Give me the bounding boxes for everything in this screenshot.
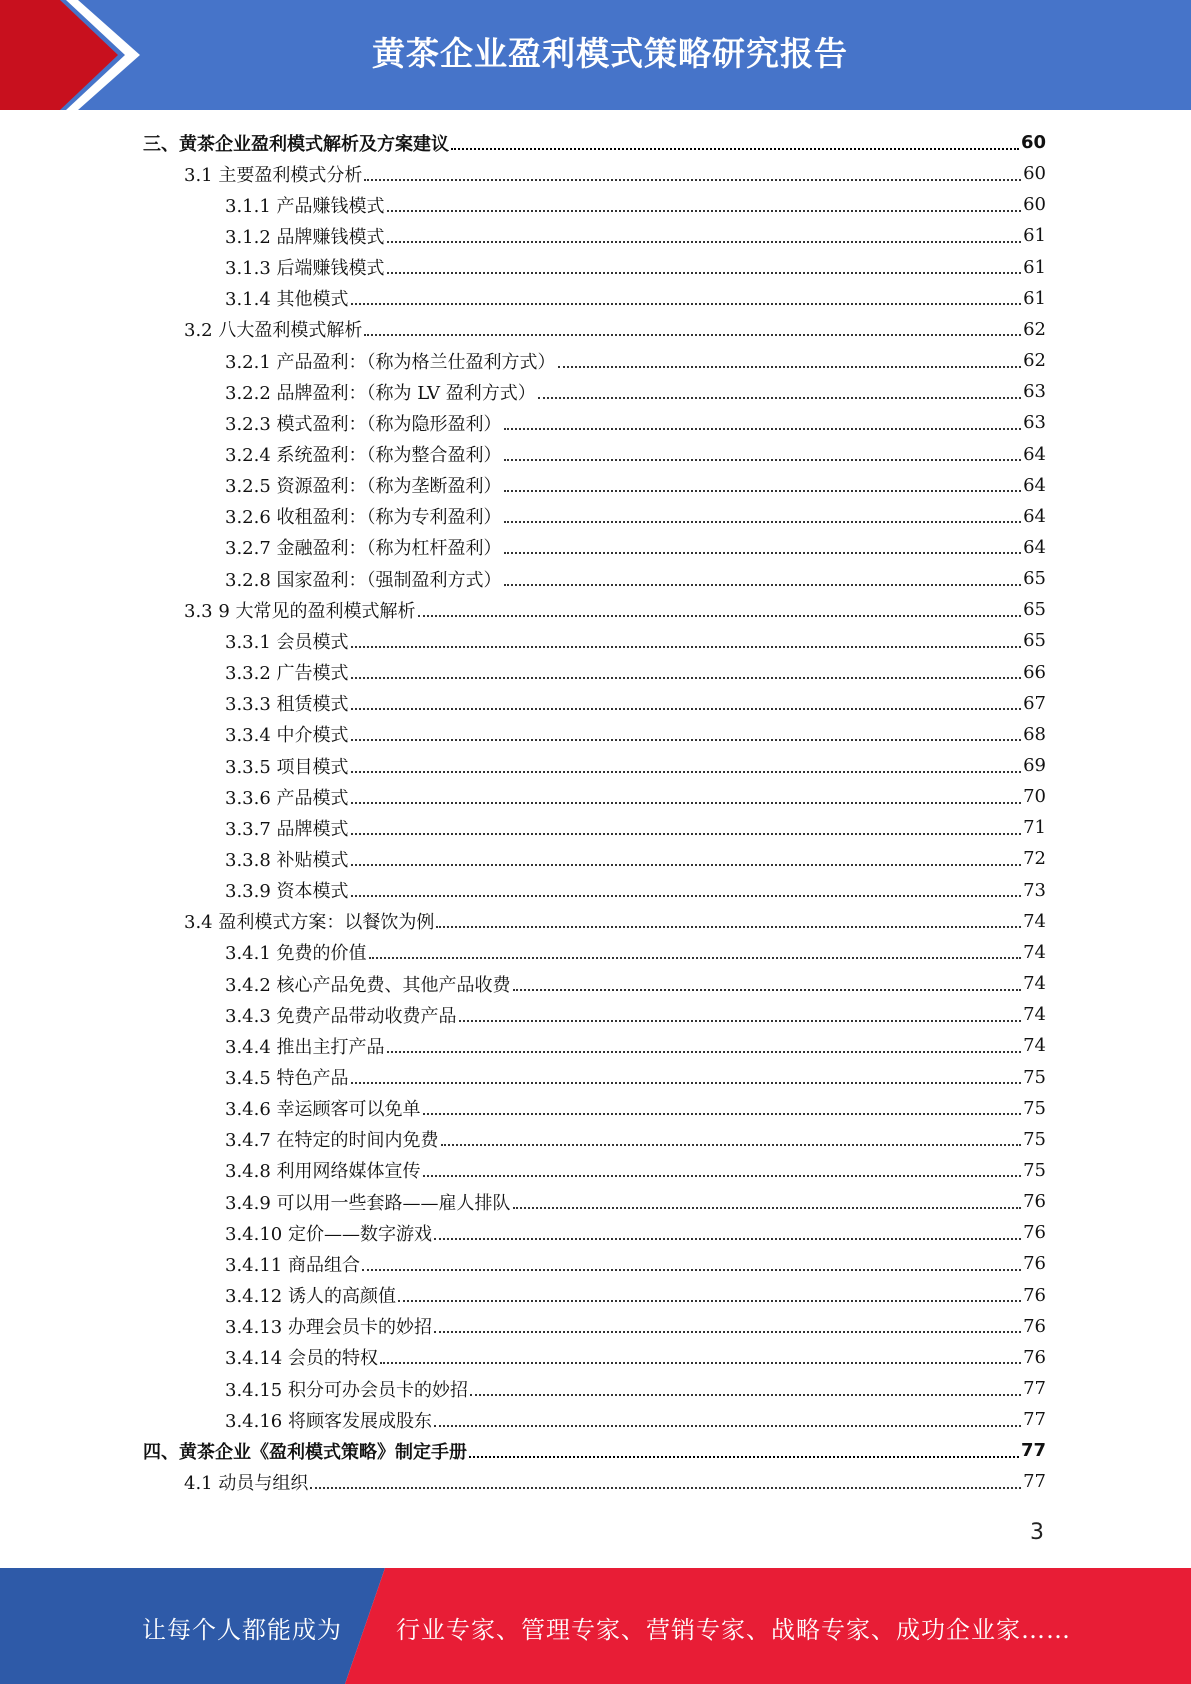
toc-leader-dots [504, 521, 1022, 523]
toc-entry-page: 61 [1023, 256, 1046, 278]
toc-entry[interactable] [225, 843, 1046, 874]
toc-leader-dots [380, 1362, 1021, 1364]
toc-entry[interactable] [225, 812, 1046, 843]
toc-entry-label: 3.1 主要盈利模式分析 [184, 164, 363, 186]
report-title: 黄茶企业盈利模式策略研究报告 [372, 34, 848, 73]
toc-entry-page: 63 [1023, 381, 1046, 403]
toc-leader-dots [504, 584, 1022, 586]
footer-band [0, 1568, 1191, 1684]
toc-entry-page: 67 [1023, 692, 1046, 714]
toc-entry[interactable] [184, 158, 1046, 189]
toc-leader-dots [351, 708, 1022, 710]
toc-entry-page: 76 [1023, 1346, 1046, 1368]
toc-entry-page: 68 [1023, 723, 1046, 745]
footer-slogan-right: 行业专家、管理专家、营销专家、战略专家、成功企业家…… [396, 1616, 1071, 1644]
toc-entry[interactable] [143, 127, 1046, 158]
toc-entry-page: 60 [1023, 163, 1046, 185]
toc-entry[interactable] [225, 999, 1046, 1030]
toc-entry[interactable] [225, 189, 1046, 220]
toc-entry-page: 75 [1023, 1066, 1046, 1088]
toc-entry-label: 3.4.9 可以用一些套路——雇人排队 [225, 1192, 511, 1214]
toc-entry[interactable] [225, 1093, 1046, 1124]
toc-entry-label: 3.4.1 免费的价值 [225, 943, 367, 965]
toc-entry-label: 3.4.15 积分可办会员卡的妙招 [225, 1379, 468, 1401]
toc-entry-page: 60 [1020, 132, 1046, 153]
toc-entry-page: 77 [1023, 1409, 1046, 1431]
toc-entry-page: 76 [1023, 1191, 1046, 1213]
toc-leader-dots [504, 428, 1022, 430]
toc-entry-label: 3.4.13 办理会员卡的妙招 [225, 1317, 432, 1339]
toc-entry-label: 3.2.7 金融盈利：（称为杠杆盈利） [225, 538, 502, 560]
toc-entry-page: 76 [1023, 1253, 1046, 1275]
toc-entry-label: 3.4.14 会员的特权 [225, 1348, 378, 1370]
toc-entry[interactable] [225, 439, 1046, 470]
toc-leader-dots [387, 1051, 1022, 1053]
toc-entry-page: 62 [1023, 318, 1046, 340]
toc-entry-label: 3.2.2 品牌盈利：（称为 LV 盈利方式） [225, 382, 536, 404]
toc-entry-page: 65 [1023, 568, 1046, 590]
toc-entry-page: 65 [1023, 599, 1046, 621]
toc-entry-page: 63 [1023, 412, 1046, 434]
toc-entry[interactable] [225, 1342, 1046, 1373]
toc-entry-label: 3.1.3 后端赚钱模式 [225, 258, 385, 280]
toc-entry-page: 74 [1023, 1035, 1046, 1057]
toc-entry[interactable] [225, 532, 1046, 563]
toc-leader-dots [558, 366, 1022, 368]
toc-entry-label: 4.1 动员与组织 [184, 1472, 309, 1494]
toc-entry-page: 77 [1023, 1378, 1046, 1399]
toc-entry[interactable] [225, 1124, 1046, 1155]
toc-entry[interactable] [225, 345, 1046, 376]
toc-leader-dots [470, 1394, 1021, 1396]
toc-leader-dots [423, 1113, 1022, 1115]
toc-entry-label: 3.4.16 将顾客发展成股东 [225, 1410, 432, 1432]
toc-entry[interactable] [225, 1248, 1046, 1279]
toc-leader-dots [469, 1456, 1019, 1458]
toc-entry-label: 3.2 八大盈利模式解析 [184, 320, 363, 342]
toc-entry-label: 四、黄茶企业《盈利模式策略》制定手册 [143, 1441, 467, 1463]
toc-entry-label: 3.4.2 核心产品免费、其他产品收费 [225, 974, 511, 996]
toc-entry-label: 3.3.2 广告模式 [225, 663, 349, 685]
toc-entry-label: 3.2.8 国家盈利：（强制盈利方式） [225, 569, 502, 591]
toc-entry[interactable] [225, 220, 1046, 251]
toc-entry[interactable] [225, 719, 1046, 750]
toc-entry-label: 3.4.7 在特定的时间内免费 [225, 1130, 439, 1152]
toc-entry[interactable] [225, 657, 1046, 688]
toc-entry-label: 3.2.3 模式盈利：（称为隐形盈利） [225, 413, 502, 435]
toc-entry[interactable] [225, 1062, 1046, 1093]
toc-entry[interactable] [225, 781, 1046, 812]
toc-entry-label: 3.4.3 免费产品带动收费产品 [225, 1005, 457, 1027]
toc-entry-page: 74 [1023, 973, 1046, 995]
toc-entry-page: 77 [1023, 1471, 1046, 1493]
toc-leader-dots [362, 1269, 1021, 1271]
toc-entry-label: 3.3.9 资本模式 [225, 881, 349, 903]
toc-entry-page: 75 [1023, 1159, 1046, 1181]
toc-leader-dots [513, 989, 1022, 991]
toc-entry[interactable] [225, 1155, 1046, 1186]
toc-leader-dots [351, 739, 1022, 741]
toc-leader-dots [351, 1082, 1022, 1084]
toc-entry-page: 60 [1023, 194, 1046, 216]
toc-entry-label: 3.2.1 产品盈利：（称为格兰仕盈利方式） [225, 351, 556, 373]
toc-leader-dots [351, 833, 1022, 835]
toc-entry-label: 3.3.4 中介模式 [225, 725, 349, 747]
toc-leader-dots [387, 210, 1022, 212]
toc-entry-label: 3.4.5 特色产品 [225, 1068, 349, 1089]
toc-entry[interactable] [225, 1217, 1046, 1248]
toc-entry-page: 74 [1023, 1004, 1046, 1026]
toc-entry[interactable] [184, 314, 1046, 345]
toc-entry[interactable] [225, 688, 1046, 719]
toc-entry[interactable] [143, 1435, 1046, 1466]
toc-leader-dots [369, 957, 1022, 959]
toc-entry-page: 76 [1023, 1284, 1046, 1306]
toc-entry-label: 3.4.12 诱人的高颜值 [225, 1286, 396, 1308]
toc-entry-page: 64 [1023, 474, 1046, 496]
toc-leader-dots [364, 334, 1021, 336]
toc-entry-page: 61 [1023, 225, 1046, 247]
toc-entry-label: 3.2.5 资源盈利：（称为垄断盈利） [225, 476, 502, 498]
toc-entry[interactable] [225, 625, 1046, 656]
toc-leader-dots [434, 1425, 1021, 1427]
toc-entry[interactable] [225, 563, 1046, 594]
toc-leader-dots [504, 459, 1022, 461]
toc-entry[interactable] [225, 252, 1046, 283]
toc-entry[interactable] [225, 1186, 1046, 1217]
toc-leader-dots [351, 677, 1022, 679]
toc-entry-label: 3.4.10 定价——数字游戏 [225, 1223, 432, 1245]
toc-entry[interactable] [225, 1030, 1046, 1061]
toc-entry-page: 76 [1023, 1315, 1046, 1337]
toc-entry[interactable] [225, 968, 1046, 999]
footer-slogan-left: 让每个人都能成为 [142, 1616, 342, 1644]
toc-entry-page: 72 [1023, 848, 1046, 870]
toc-leader-dots [504, 552, 1022, 554]
toc-entry-label: 3.3.3 租赁模式 [225, 694, 349, 716]
toc-entry-label: 3.1.4 其他模式 [225, 289, 349, 311]
toc-entry-page: 69 [1023, 755, 1046, 776]
toc-entry[interactable] [225, 1373, 1046, 1404]
toc-entry-page: 74 [1023, 910, 1046, 932]
toc-entry[interactable] [225, 1280, 1046, 1311]
toc-entry-page: 71 [1023, 817, 1046, 839]
toc-entry[interactable] [225, 501, 1046, 532]
toc-entry-page: 77 [1020, 1440, 1046, 1462]
toc-entry-page: 70 [1023, 786, 1046, 808]
toc-entry-page: 74 [1023, 941, 1046, 963]
toc-entry-page: 64 [1023, 536, 1046, 558]
toc-entry-label: 3.4.6 幸运顾客可以免单 [225, 1099, 421, 1121]
toc-leader-dots [436, 926, 1021, 928]
toc-leader-dots [451, 148, 1019, 150]
toc-entry-page: 66 [1023, 661, 1046, 683]
toc-entry-page: 65 [1023, 630, 1046, 652]
toc-entry-page: 62 [1023, 350, 1046, 372]
toc-entry-label: 3.4 盈利模式方案：以餐饮为例 [184, 912, 435, 934]
toc-entry-label: 3.3.5 项目模式 [225, 756, 349, 778]
toc-entry[interactable] [225, 283, 1046, 314]
toc-leader-dots [364, 179, 1021, 181]
toc-entry-label: 3.4.8 利用网络媒体宣传 [225, 1161, 421, 1183]
toc-leader-dots [418, 615, 1022, 617]
toc-entry-page: 75 [1023, 1128, 1046, 1150]
toc-entry-label: 3.4.4 推出主打产品 [225, 1036, 385, 1058]
toc-entry[interactable] [225, 750, 1046, 781]
toc-entry-label: 3.1.1 产品赚钱模式 [225, 195, 385, 217]
toc-leader-dots [351, 303, 1022, 305]
toc-entry-page: 73 [1023, 879, 1046, 901]
toc-entry-label: 三、黄茶企业盈利模式解析及方案建议 [143, 133, 449, 155]
header-band [0, 0, 1191, 110]
toc-leader-dots [434, 1331, 1021, 1333]
toc-leader-dots [398, 1300, 1021, 1302]
toc-leader-dots [441, 1144, 1022, 1146]
toc-entry-label: 3.3.6 产品模式 [225, 787, 349, 809]
toc-leader-dots [351, 864, 1022, 866]
toc-leader-dots [513, 1207, 1022, 1209]
toc-leader-dots [538, 397, 1021, 399]
toc-leader-dots [351, 646, 1022, 648]
toc-leader-dots [387, 272, 1022, 274]
toc-entry-label: 3.2.4 系统盈利：（称为整合盈利） [225, 445, 502, 466]
toc-leader-dots [434, 1238, 1021, 1240]
toc-entry[interactable] [184, 1466, 1046, 1497]
toc-entry-page: 64 [1023, 505, 1046, 527]
toc-entry[interactable] [225, 937, 1046, 968]
toc-entry[interactable] [184, 906, 1046, 937]
toc-entry[interactable] [225, 376, 1046, 407]
red-chevron-graphic [0, 0, 150, 110]
toc-entry-label: 3.3 9 大常见的盈利模式解析 [184, 600, 416, 622]
toc-leader-dots [351, 802, 1022, 804]
toc-leader-dots [387, 241, 1022, 243]
toc-entry-label: 3.4.11 商品组合 [225, 1254, 360, 1276]
toc-entry[interactable] [225, 470, 1046, 501]
toc-entry[interactable] [225, 407, 1046, 438]
toc-leader-dots [423, 1175, 1022, 1177]
toc-leader-dots [459, 1020, 1022, 1022]
toc-entry-label: 3.2.6 收租盈利：（称为专利盈利） [225, 507, 502, 529]
toc-entry-label: 3.3.8 补贴模式 [225, 849, 349, 871]
toc-entry-label: 3.3.1 会员模式 [225, 631, 349, 653]
toc-entry[interactable] [184, 594, 1046, 625]
toc-entry[interactable] [225, 1311, 1046, 1342]
toc-entry-label: 3.3.7 品牌模式 [225, 818, 349, 840]
toc-leader-dots [351, 771, 1022, 773]
toc-entry[interactable] [225, 1404, 1046, 1435]
toc-entry-label: 3.1.2 品牌赚钱模式 [225, 226, 385, 248]
toc-entry-page: 76 [1023, 1222, 1046, 1244]
toc-entry-page: 64 [1023, 443, 1046, 465]
toc-leader-dots [504, 490, 1022, 492]
toc-entry-page: 75 [1023, 1097, 1046, 1119]
toc-entry-page: 61 [1023, 287, 1046, 309]
page-number: 3 [1030, 1520, 1044, 1545]
toc-leader-dots [351, 895, 1022, 897]
toc-leader-dots [310, 1487, 1021, 1489]
toc-entry[interactable] [225, 875, 1046, 906]
